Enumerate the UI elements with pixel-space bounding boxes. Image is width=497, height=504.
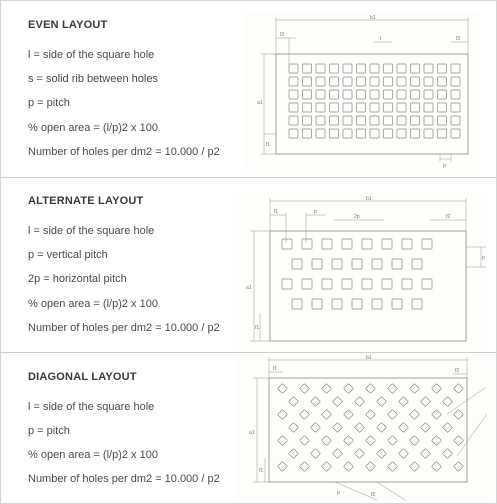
square-hole	[303, 77, 312, 86]
dim-height-label: a1	[257, 100, 263, 106]
square-hole	[352, 259, 362, 269]
square-hole	[411, 90, 420, 99]
square-hole	[343, 77, 352, 86]
section-title: ALTERNATE LAYOUT	[28, 195, 144, 207]
square-hole	[343, 129, 352, 138]
square-hole	[384, 64, 393, 73]
square-hole	[451, 90, 460, 99]
square-hole	[303, 103, 312, 112]
square-hole	[397, 129, 406, 138]
square-hole	[352, 299, 362, 309]
square-hole	[332, 299, 342, 309]
even-layout-section	[1, 1, 496, 178]
square-hole	[397, 90, 406, 99]
square-hole	[282, 279, 292, 289]
definition-line: p = pitch	[28, 425, 70, 437]
square-hole	[438, 77, 447, 86]
formula-line: % open area = (l/p)2 x 100	[28, 122, 158, 134]
square-hole	[332, 259, 342, 269]
square-hole	[402, 279, 412, 289]
square-hole	[451, 77, 460, 86]
square-hole	[397, 64, 406, 73]
square-hole	[343, 116, 352, 125]
square-hole	[362, 279, 372, 289]
dim-width-label: b1	[366, 355, 372, 361]
square-hole	[292, 259, 302, 269]
formula-line: % open area = (l/p)2 x 100	[28, 449, 158, 461]
square-hole	[438, 103, 447, 112]
square-hole	[316, 116, 325, 125]
square-hole	[384, 116, 393, 125]
square-hole	[357, 103, 366, 112]
square-hole	[289, 103, 298, 112]
square-hole	[384, 90, 393, 99]
square-hole	[303, 129, 312, 138]
definition-line: 2p = horizontal pitch	[28, 273, 127, 285]
dim-rib-label: f2	[455, 368, 460, 374]
square-hole	[316, 90, 325, 99]
square-hole	[370, 77, 379, 86]
diagonal-layout-drawing	[237, 354, 489, 500]
square-hole	[303, 90, 312, 99]
section-title: EVEN LAYOUT	[28, 19, 108, 31]
square-hole	[438, 116, 447, 125]
square-hole	[392, 299, 402, 309]
square-hole	[343, 64, 352, 73]
square-hole	[312, 299, 322, 309]
square-hole	[357, 129, 366, 138]
square-hole	[330, 129, 339, 138]
square-hole	[289, 77, 298, 86]
definition-line: s = solid rib between holes	[28, 73, 158, 85]
dim-rib-label: f2	[280, 32, 285, 38]
square-hole	[397, 77, 406, 86]
dim-rib-label: f1	[266, 142, 271, 148]
square-hole	[424, 129, 433, 138]
dim-rib-label: f1	[274, 209, 279, 215]
square-hole	[411, 64, 420, 73]
diagonal-layout-diagram	[237, 354, 489, 500]
definition-line: p = vertical pitch	[28, 249, 108, 261]
square-hole	[303, 116, 312, 125]
square-hole	[424, 116, 433, 125]
square-hole	[322, 239, 332, 249]
square-hole	[370, 103, 379, 112]
square-hole	[451, 116, 460, 125]
dim-rib-label: f2	[446, 214, 451, 220]
square-hole	[372, 259, 382, 269]
square-hole	[384, 103, 393, 112]
square-hole	[330, 103, 339, 112]
dim-pitch-label: p	[482, 255, 485, 261]
square-hole	[357, 90, 366, 99]
square-hole	[424, 103, 433, 112]
alternate-layout-diagram	[234, 193, 487, 345]
square-hole	[370, 129, 379, 138]
square-hole	[412, 299, 422, 309]
diagonal-layout-section	[1, 352, 496, 503]
square-hole	[342, 279, 352, 289]
square-hole	[343, 103, 352, 112]
square-hole	[302, 279, 312, 289]
square-hole	[411, 103, 420, 112]
square-hole	[302, 239, 312, 249]
square-hole	[370, 116, 379, 125]
square-hole	[438, 129, 447, 138]
square-hole	[316, 77, 325, 86]
square-hole	[289, 116, 298, 125]
formula-line: % open area = (l/p)2 x 100	[28, 298, 158, 310]
square-hole	[424, 77, 433, 86]
square-hole	[451, 129, 460, 138]
square-hole	[384, 129, 393, 138]
square-hole	[451, 103, 460, 112]
square-hole	[370, 90, 379, 99]
square-hole	[370, 64, 379, 73]
square-hole	[357, 64, 366, 73]
square-hole	[411, 116, 420, 125]
square-hole	[397, 103, 406, 112]
square-hole	[292, 299, 302, 309]
square-hole	[362, 239, 372, 249]
square-hole	[411, 129, 420, 138]
square-hole	[289, 64, 298, 73]
square-hole	[330, 64, 339, 73]
definition-line: l = side of the square hole	[28, 225, 155, 237]
dim-pitch-label: p	[314, 209, 317, 215]
formula-line: Number of holes per dm2 = 10.000 / p2	[28, 473, 220, 485]
square-hole	[316, 103, 325, 112]
square-hole	[289, 90, 298, 99]
dim-rib-label: f1	[255, 325, 260, 331]
definition-line: l = side of the square hole	[28, 401, 155, 413]
square-hole	[412, 259, 422, 269]
square-hole	[357, 77, 366, 86]
square-hole	[357, 116, 366, 125]
square-hole	[282, 239, 292, 249]
dim-pitch-label: p	[443, 163, 446, 169]
dim-width-label: b1	[370, 15, 376, 21]
square-hole	[384, 77, 393, 86]
square-hole	[451, 64, 460, 73]
square-hole	[330, 116, 339, 125]
square-hole	[424, 90, 433, 99]
formula-line: Number of holes per dm2 = 10.000 / p2	[28, 322, 220, 334]
square-hole	[330, 90, 339, 99]
dim-height-label: a1	[249, 430, 255, 436]
square-hole	[438, 90, 447, 99]
square-hole	[372, 299, 382, 309]
square-hole	[411, 77, 420, 86]
alternate-layout-section	[1, 177, 496, 353]
square-hole	[330, 77, 339, 86]
section-title: DIAGONAL LAYOUT	[28, 371, 137, 383]
square-hole	[422, 279, 432, 289]
square-hole	[342, 239, 352, 249]
square-hole	[422, 239, 432, 249]
square-hole	[438, 64, 447, 73]
dim-height-label: a1	[246, 285, 252, 291]
dim-rib-label: f2	[456, 36, 461, 42]
dim-rib-label: f1	[259, 468, 264, 474]
dim-rib-label: f2	[371, 492, 376, 498]
square-hole	[402, 239, 412, 249]
dim-rib-label: f1	[273, 366, 278, 372]
dim-pitch-label: p	[337, 490, 340, 496]
even-layout-drawing	[244, 12, 480, 170]
even-layout-diagram	[244, 12, 480, 170]
square-hole	[392, 259, 402, 269]
dim-double-pitch-label: 2p	[354, 214, 360, 220]
square-hole	[382, 279, 392, 289]
dim-hole-label: l	[380, 36, 382, 42]
definition-line: p = pitch	[28, 97, 70, 109]
square-hole	[322, 279, 332, 289]
square-hole	[303, 64, 312, 73]
square-hole	[316, 129, 325, 138]
dim-width-label: b1	[366, 196, 372, 202]
square-hole	[343, 90, 352, 99]
definition-line: l = side of the square hole	[28, 49, 155, 61]
square-hole	[382, 239, 392, 249]
square-hole	[424, 64, 433, 73]
square-hole	[316, 64, 325, 73]
alternate-layout-drawing	[234, 193, 487, 345]
square-hole	[397, 116, 406, 125]
square-hole	[312, 259, 322, 269]
square-hole	[289, 129, 298, 138]
formula-line: Number of holes per dm2 = 10.000 / p2	[28, 146, 220, 158]
